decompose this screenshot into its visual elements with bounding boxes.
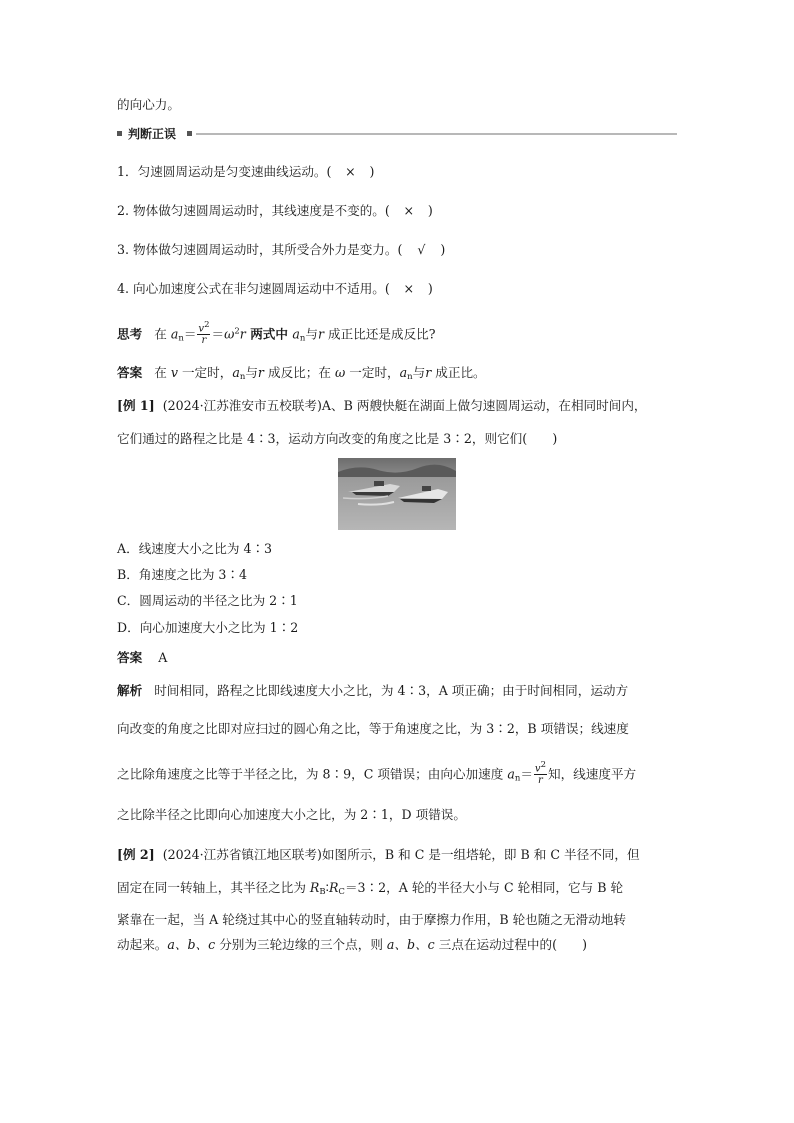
judgment-mark: × xyxy=(403,281,415,296)
fraction-v2-over-r: $\frac{v^2}{r}$ xyxy=(534,760,546,787)
think-question: 思考 在 $a_n=$ $\frac{v^2}{r}$ $=\omega^2r$ 两式中 $a_n$与r 成正比还是成反比? xyxy=(117,320,436,347)
judgment-item-1: 1．匀速圆周运动是匀变速曲线运动。( × ) xyxy=(117,164,375,179)
think-answer: 答案 在 v 一定时，$a_n$与r 成反比；在 ω 一定时，$a_n$与r 成正比。 xyxy=(117,365,486,382)
judgment-mark: × xyxy=(403,203,415,218)
section-header xyxy=(117,126,677,142)
option-d: D．向心加速度大小之比为 1∶2 xyxy=(117,620,299,635)
option-b: B．角速度之比为 3∶4 xyxy=(117,567,248,582)
example2-tag: [例 2] xyxy=(117,847,155,862)
answer-value: A xyxy=(158,650,168,665)
example1-tag: [例 1] xyxy=(117,398,155,413)
option-c: C．圆周运动的半径之比为 2∶1 xyxy=(117,593,298,608)
example2-line3: 紧靠在一起，当 A 轮绕过其中心的竖直轴转动时，由于摩擦力作用，B 轮也随之无滑动地转 xyxy=(117,912,626,927)
analysis-line1: 解析 时间相同，路程之比即线速度大小之比，为 4∶3，A 项正确；由于时间相同，运动方 xyxy=(117,683,629,698)
answer-label: 答案 xyxy=(117,650,143,665)
section-title: 判断正误 xyxy=(128,127,177,141)
judgment-item-4: 4. 向心加速度公式在非匀速圆周运动中不适用。( × ) xyxy=(117,281,433,296)
example1-line2: 它们通过的路程之比是 4∶3，运动方向改变的角度之比是 3∶2，则它们( ) xyxy=(117,431,558,446)
example2-line4: 动起来。a、b、c 分别为三轮边缘的三个点，则 a、b、c 三点在运动过程中的( ) xyxy=(117,937,588,952)
judgment-item-3: 3. 物体做匀速圆周运动时，其所受合外力是变力。( √ ) xyxy=(117,242,446,257)
section-bullet-icon xyxy=(187,131,192,136)
example1-answer xyxy=(117,649,167,667)
analysis-line2: 向改变的角度之比即对应扫过的圆心角之比，等于角速度之比，为 3∶2，B 项错误；线速度 xyxy=(117,721,629,736)
judgment-mark: × xyxy=(345,164,356,179)
judgment-mark: √ xyxy=(417,242,426,257)
analysis-line4: 之比除半径之比即向心加速度大小之比，为 2∶1，D 项错误。 xyxy=(117,807,466,822)
example2-line2: 固定在同一转轴上，其半径之比为 $R_B∶R_C=3∶2$，A 轮的半径大小与 C 轮相同，它与 B 轮 xyxy=(117,880,624,897)
analysis-label: 解析 xyxy=(117,683,143,698)
example2-line1: [例 2] (2024·江苏省镇江地区联考)如图所示，B 和 C 是一组塔轮，即 B 和 C 半径不同，但 xyxy=(117,847,640,862)
judgment-item-2: 2. 物体做匀速圆周运动时，其线速度是不变的。( × ) xyxy=(117,203,433,218)
analysis-line3: 之比除角速度之比等于半径之比，为 8∶9，C 项错误；由向心加速度 $a_n=$ $\frac{v^2}{r}$ 知，线速度平方 xyxy=(117,760,637,787)
section-bullet-icon xyxy=(117,131,122,136)
option-a: A．线速度大小之比为 4∶3 xyxy=(117,541,273,556)
intro-text: 的向心力。 xyxy=(117,97,180,112)
think-label: 思考 xyxy=(117,326,143,342)
section-divider xyxy=(196,133,677,135)
fraction-v2-over-r: $\frac{v^2}{r}$ xyxy=(198,320,210,347)
speedboats-photo xyxy=(338,458,456,530)
answer-label: 答案 xyxy=(117,365,143,380)
example1-line1: [例 1] (2024·江苏淮安市五校联考)A、B 两艘快艇在湖面上做匀速圆周运动，在相同时间内， xyxy=(117,398,647,413)
